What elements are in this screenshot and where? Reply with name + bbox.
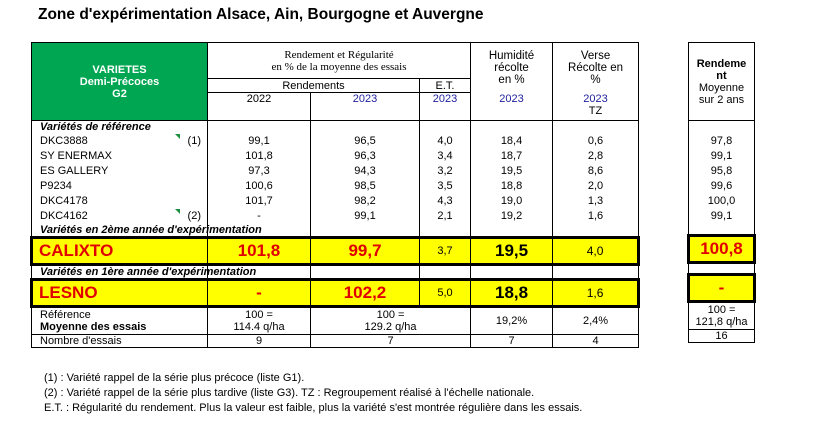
humidite-header [471,43,553,93]
variety-name-highlight: CALIXTO [32,237,208,264]
comment-marker-icon [175,209,180,214]
right-header-line4: sur 2 ans [698,93,745,106]
variety-note: (1) [187,135,201,147]
table-row [32,164,639,179]
rr-line2: en % de la moyenne des essais [271,60,407,73]
cell-r2023: 98,5 [311,179,420,194]
reference-label-cell [32,306,208,334]
cell-et: 2,1 [420,209,471,224]
cell-et: 5,0 [420,279,471,306]
year-2023-et: 2023 [420,93,471,121]
nb-essais-label: Nombre d'essais [32,334,208,347]
table-row-calixto [32,237,639,264]
cell-verse: 2,8 [553,149,639,164]
table-row [32,179,639,194]
variety-name: ES GALLERY [32,164,208,179]
cell-r2023: 99,7 [311,237,420,264]
variety-name: SY ENERMAX [32,149,208,164]
cell-humidite: 19,0 [471,194,553,209]
page-title: Zone d'expérimentation Alsace, Ain, Bourgogne et Auvergne [38,6,484,23]
table-row [32,149,639,164]
cell-r2022: 97,3 [208,164,311,179]
cell-et: 3,4 [420,149,471,164]
cell-verse: 0,6 [553,134,639,149]
cell-verse: 2,0 [553,179,639,194]
main-table [30,42,640,348]
footnote-3: E.T. : Régularité du rendement. Plus la valeur est faible, plus la variété s'est montrée régulière dans les essais. [44,402,583,414]
cell-humidite: 18,8 [471,279,553,306]
variety-name: DKC4162 [40,210,88,222]
reference-2022-line1: 100 = [245,308,273,321]
rendements-header: Rendements [208,79,420,93]
variety-name: P9234 [32,179,208,194]
hum-line3: en % [498,73,525,86]
cell-moyenne: 100,0 [689,194,755,209]
section-second-year: Variétés en 2ème année d'expérimentation [32,224,208,238]
footnote-1: (1) : Variété rappel de la série plus précoce (liste G1). [44,372,305,384]
hum-line2: récolte [494,61,529,74]
cell-verse: 1,6 [553,209,639,224]
cell-et: 3,5 [420,179,471,194]
table-row [32,194,639,209]
right-header [689,43,755,121]
reference-2023-line1: 100 = [376,308,405,321]
rr-line1: Rendement et Régularité [284,48,394,61]
et-header: E.T. [420,79,471,93]
nb-essais-2022: 9 [208,334,311,347]
cell-humidite: 19,5 [471,237,553,264]
reference-2023-line2: 129.2 q/ha [364,320,417,333]
right-header-line3: Moyenne [698,81,745,94]
rendement-regularite-header [208,43,471,79]
cell-r2023: 98,2 [311,194,420,209]
varietes-header [32,43,208,121]
cell-r2023: 96,3 [311,149,420,164]
year-2023-rendement: 2023 [311,93,420,121]
varietes-header-line3: G2 [112,87,127,100]
cell-r2022: 101,8 [208,149,311,164]
cell-et: 4,3 [420,194,471,209]
right-reference [689,302,755,330]
cell-et: 3,7 [420,237,471,264]
table-row-nb-essais [32,334,639,347]
cell-humidite: 19,5 [471,164,553,179]
cell-humidite: 18,7 [471,149,553,164]
cell-r2023: 96,5 [311,134,420,149]
reference-2023 [311,306,471,334]
tz-label: TZ [588,104,603,117]
cell-et: 3,2 [420,164,471,179]
hum-line1: Humidité [488,49,535,62]
cell-r2022: 101,8 [208,237,311,264]
calixto-moyenne: 100,8 [689,236,755,263]
reference-2022 [208,306,311,334]
varietes-header-line2: Demi-Précoces [79,75,160,88]
footnote-2: (2) : Variété rappel de la série plus tardive (liste G3). TZ : Regroupement réalisé à l'échelle nationale. [44,387,535,399]
reference-2022-line2: 114.4 q/ha [233,320,285,333]
cell-moyenne: 99,1 [689,209,755,224]
verse-line1: Verse [580,49,611,62]
table-row [32,209,639,224]
cell-moyenne: 99,6 [689,179,755,194]
verse-header [553,43,639,93]
verse-line2: Récolte en [568,61,624,74]
cell-verse: 4,0 [553,237,639,264]
cell-verse: 8,6 [553,164,639,179]
cell-r2022: 100,6 [208,179,311,194]
cell-verse: 1,3 [553,194,639,209]
comment-marker-icon [175,134,180,139]
cell-humidite: 18,8 [471,179,553,194]
cell-r2023: 102,2 [311,279,420,306]
table-row-reference [32,306,639,334]
cell-moyenne: 95,8 [689,164,755,179]
cell-moyenne: 97,8 [689,134,755,149]
variety-name: DKC4178 [32,194,208,209]
table-row-lesno [32,279,639,306]
verse-line3: % [590,73,601,86]
variety-name: DKC3888 [40,135,88,147]
right-nb-essais: 16 [689,330,755,343]
moyenne-label: Moyenne des essais [40,320,147,333]
cell-r2022: 101,7 [208,194,311,209]
cell-verse: 1,6 [553,279,639,306]
cell-humidite: 18,4 [471,134,553,149]
reference-humidite: 19,2% [471,306,553,334]
varietes-header-line1: VARIETES [92,63,147,76]
section-first-year: Variétés en 1ère année d'expérimentation [32,264,208,279]
cell-r2022: - [208,209,311,224]
right-header-line2: nt [716,69,727,82]
cell-r2022: 99,1 [208,134,311,149]
cell-moyenne: 99,1 [689,149,755,164]
variety-note: (2) [187,210,201,222]
verse-year-cell [553,93,639,121]
table-row [32,134,639,149]
right-table [687,42,756,343]
year-2022: 2022 [208,93,311,121]
cell-r2022: - [208,279,311,306]
cell-r2023: 94,3 [311,164,420,179]
variety-name-highlight: LESNO [32,279,208,306]
nb-essais-humidite: 7 [471,334,553,347]
reference-label: Référence [40,308,91,321]
cell-r2023: 99,1 [311,209,420,224]
cell-humidite: 19,2 [471,209,553,224]
nb-essais-verse: 4 [553,334,639,347]
right-header-line1: Rendeme [696,57,747,70]
right-reference-line2: 121,8 q/ha [695,316,748,328]
cell-et: 4,0 [420,134,471,149]
year-2023-humidite: 2023 [471,93,553,121]
reference-verse: 2,4% [553,306,639,334]
right-reference-line1: 100 = [707,304,736,316]
year-2023-verse: 2023 [583,92,608,105]
lesno-moyenne: - [689,275,755,302]
section-reference: Variétés de référence [32,121,208,134]
nb-essais-2023: 7 [311,334,471,347]
